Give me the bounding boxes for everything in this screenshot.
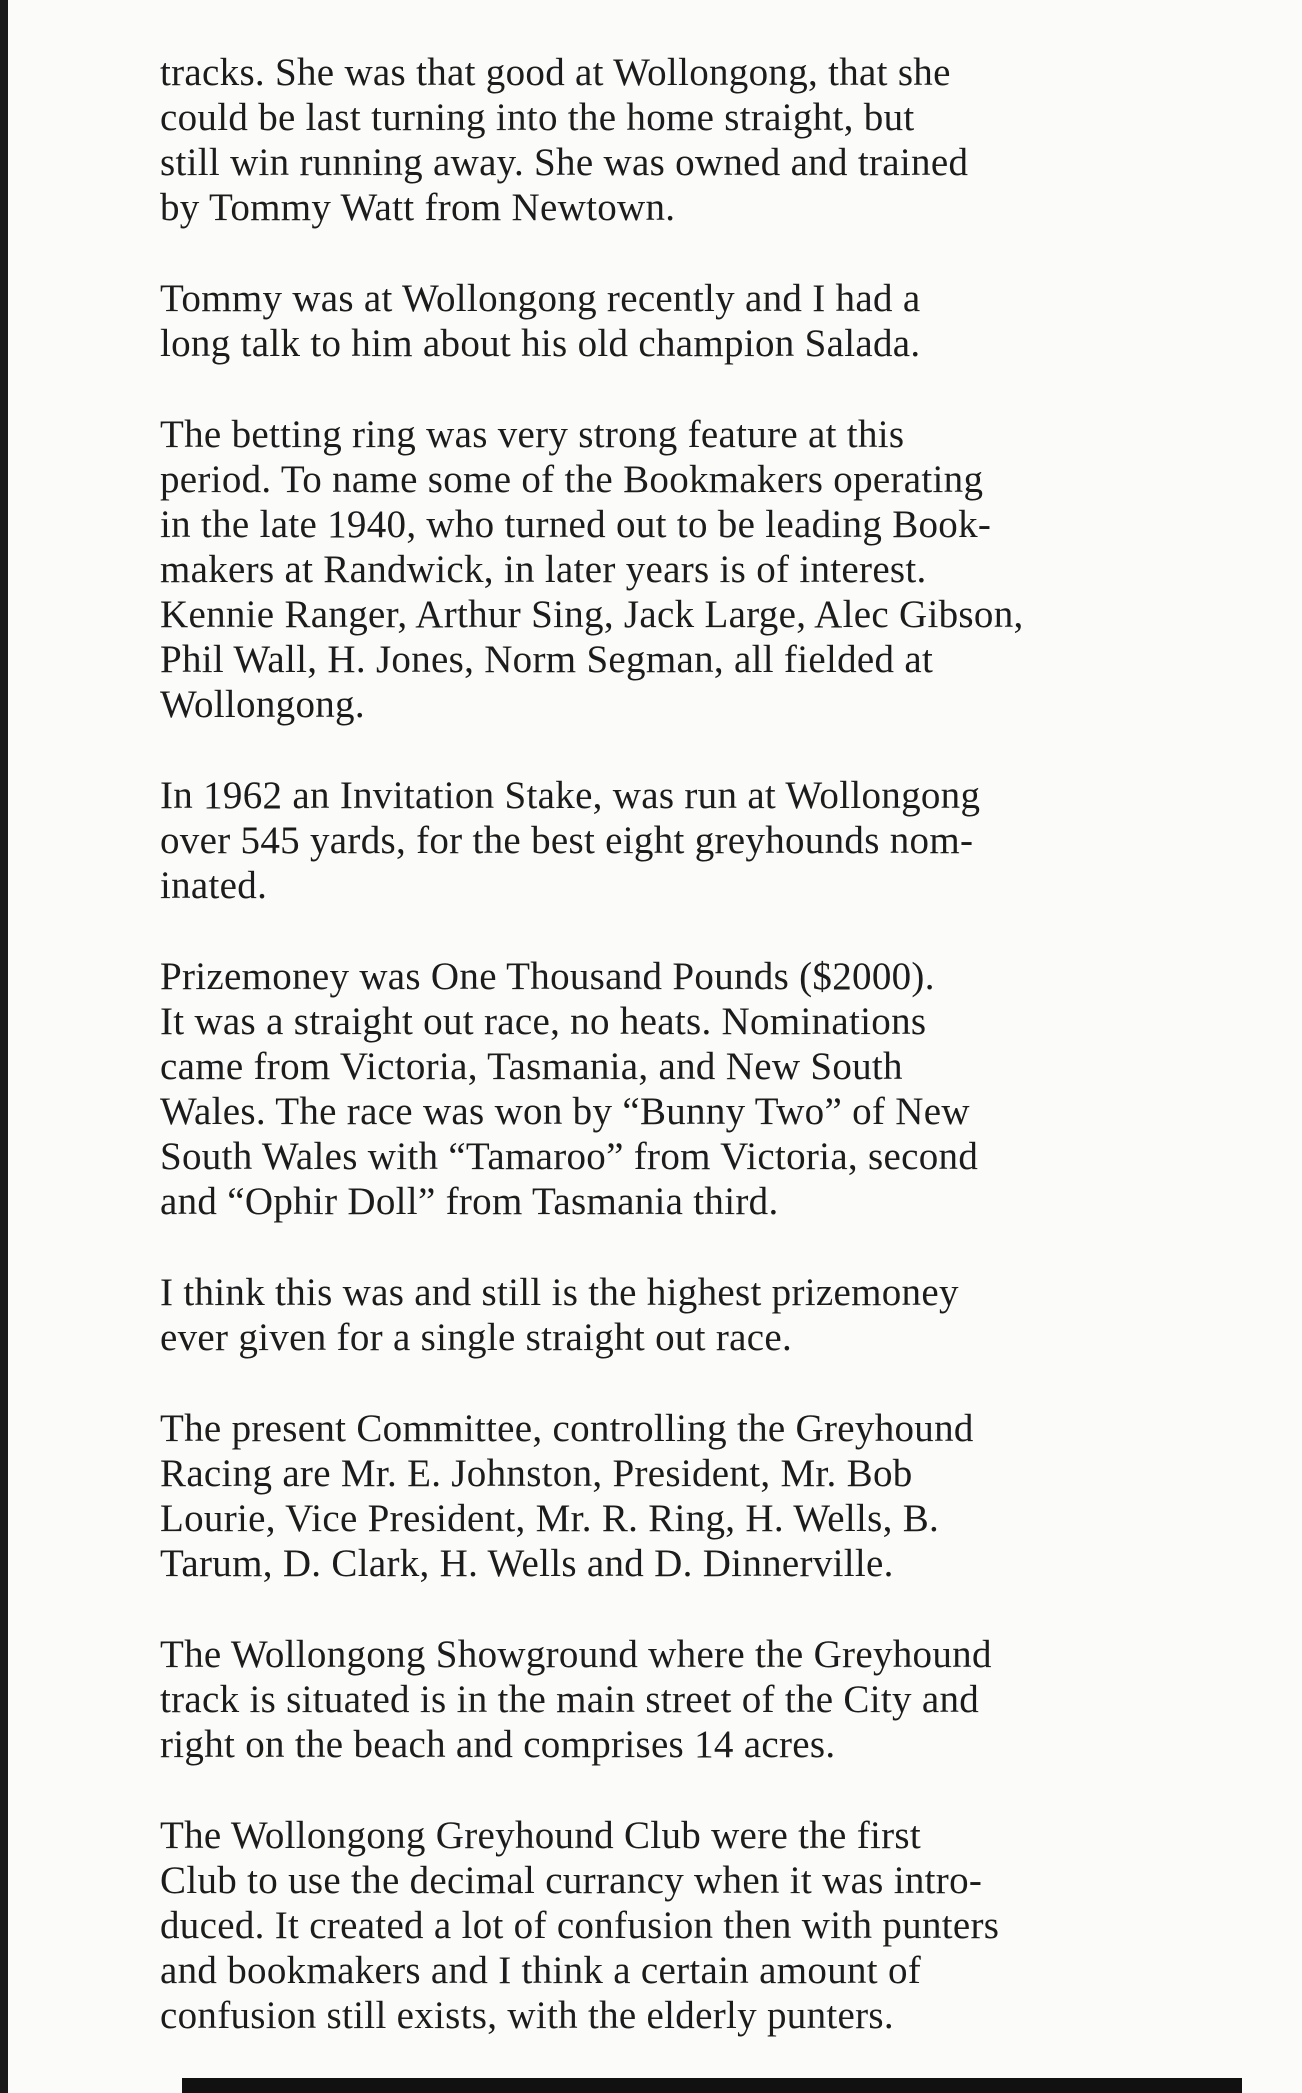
- paragraph-5: Prizemoney was One Thousand Pounds ($2000). It was a straight out race, no heats. Nominations came from Victoria, Tasmania, and New South Wales. The race was won by “Bunny Two” of New South Wales with “Tamaroo” from Victoria, second and “Ophir Doll” from Tasmania third.: [160, 955, 979, 1223]
- paragraph-4: In 1962 an Invitation Stake, was run at Wollongong over 545 yards, for the best eight greyhounds nom- inated.: [160, 774, 981, 907]
- paragraph-8: The Wollongong Showground where the Greyhound track is situated is in the main street of the City and right on the beach and comprises 14 acres.: [160, 1633, 992, 1766]
- page-edge-shadow: [0, 0, 8, 2093]
- paragraph-6: I think this was and still is the highest prizemoney ever given for a single straight out race.: [160, 1271, 959, 1359]
- paragraph-9: The Wollongong Greyhound Club were the first Club to use the decimal currancy when it was intro- duced. It created a lot of confusion then with punters and bookmakers and I think a certain amount of confusion still exists, with the elderly punters.: [160, 1814, 1000, 2037]
- paragraph-7: The present Committee, controlling the Greyhound Racing are Mr. E. Johnston, President, Mr. Bob Lourie, Vice President, Mr. R. Ring, H. Wells, B. Tarum, D. Clark, H. Wells and D. Dinnerville.: [160, 1407, 974, 1585]
- text-column: [160, 50, 1250, 2084]
- paragraph-3: The betting ring was very strong feature at this period. To name some of the Bookmakers operating in the late 1940, who turned out to be leading Book- makers at Randwick, in later years is of interest. Kennie Ranger, Arthur Sing, Jack Large, Alec Gibson, Phil Wall, H. Jones, Norm Segman, all fielded at Wollongong.: [160, 413, 1024, 726]
- paragraph-2: Tommy was at Wollongong recently and I had a long talk to him about his old champion Salada.: [160, 277, 921, 365]
- bottom-rule: [182, 2078, 1242, 2093]
- paragraph-1: tracks. She was that good at Wollongong, that she could be last turning into the home straight, but still win running away. She was owned and trained by Tommy Watt from Newtown.: [160, 51, 969, 229]
